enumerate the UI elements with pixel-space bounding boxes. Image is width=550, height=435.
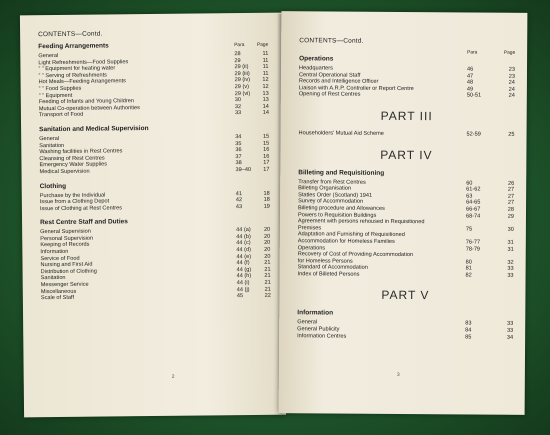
entry-page: 20 [264, 253, 271, 260]
entry-page: 32 [507, 259, 514, 266]
entry-para: 39–40 [235, 166, 252, 174]
entry-page: 16 [263, 146, 270, 153]
entry-para: 75 [465, 226, 473, 233]
entry-label: Headquarters [298, 65, 333, 72]
entry-label: General [38, 52, 59, 60]
entry-para: 63 [466, 193, 473, 200]
entry-page: 21 [264, 260, 271, 267]
entry-label: General [39, 135, 60, 143]
contents-entry [40, 203, 270, 212]
entry-page: 33 [507, 272, 514, 279]
entry-para: 83 [465, 320, 472, 327]
left-page-number: 2 [171, 373, 175, 380]
entry-para: 84 [465, 327, 472, 334]
entry-label: Nursing and First Aid [40, 261, 93, 269]
entry-page: 24 [508, 79, 515, 86]
operations-section [299, 49, 515, 99]
entry-page: 27 [507, 200, 515, 207]
entry-page: 27 [507, 193, 515, 200]
entry-page: 12 [262, 83, 269, 90]
entry-label: General Publicity [297, 326, 340, 333]
entry-label: Service of Food [40, 255, 80, 262]
entry-para: 44 (d) [236, 247, 252, 254]
section-title: Operations [299, 55, 334, 63]
entry-page: 14 [262, 110, 269, 117]
entry-page: 13 [262, 96, 269, 104]
contents-entry [40, 167, 270, 176]
left-sections [38, 41, 271, 302]
entry-label: Personal Supervision [40, 235, 94, 243]
entry-label: Miscellaneous [40, 288, 77, 295]
part5-section [297, 310, 513, 341]
entry-page: 31 [507, 246, 514, 253]
entry-para: 50-51 [466, 92, 482, 99]
part5-rows [297, 320, 513, 341]
operations-rows [299, 65, 515, 99]
contents-section [39, 124, 270, 176]
contents-section [40, 217, 271, 302]
entry-label: Billeting Organisation [298, 185, 352, 192]
entry-label: ” ” Food Supplies [38, 85, 82, 93]
entry-label: Central Operational Staff [298, 71, 361, 79]
right-contents-title: CONTENTS—Contd. [299, 37, 364, 45]
entry-label: Statles Order (Scotland) 1941 [298, 192, 373, 199]
entry-label: Liaison with A.R.P. Controller or Report Centre [298, 85, 414, 92]
entry-page: 27 [507, 186, 515, 193]
entry-label: Cleansing of Rest Centres [39, 155, 105, 162]
entry-label: Feeding of Infants and Young Children [38, 98, 135, 106]
entry-label: Premises [297, 224, 322, 232]
entry-label: Billeting procedure and Allowances [298, 205, 385, 212]
entry-page: 31 [507, 239, 514, 246]
entry-para: 36 [235, 147, 242, 154]
part3-section [299, 130, 515, 138]
entry-para: 48 [466, 79, 474, 86]
section-title: Sanitation and Medical Supervision [39, 124, 149, 134]
entry-page: 11 [262, 57, 269, 64]
entry-label: Light Refreshments—Food Supplies [38, 58, 129, 66]
entry-label: Operations [297, 244, 326, 251]
entry-label: Accommodation for Homeless Families [297, 238, 395, 245]
entry-page: 20 [263, 233, 271, 240]
entry-label: Mutual Co-operation between Authorities [38, 104, 140, 112]
right-page [279, 11, 528, 415]
entry-page: 16 [263, 153, 270, 160]
right-page-number: 3 [396, 371, 400, 378]
entry-para: 44 (c) [236, 240, 251, 247]
entry-label: Issue from a Clothing Depot [39, 198, 110, 206]
entry-label: Transfer from Rest Centres [298, 178, 366, 186]
entry-page: 15 [262, 140, 270, 147]
contents-entry [298, 271, 514, 279]
entry-page: 11 [262, 70, 269, 77]
column-header-para: Para [234, 43, 245, 49]
entry-para: 29 (vi) [234, 90, 251, 97]
entry-page: 23 [508, 73, 515, 80]
entry-page: 18 [263, 190, 270, 197]
entry-para: 34 [235, 134, 242, 141]
entry-page: 17 [263, 160, 270, 167]
column-header: Para Page [467, 50, 516, 56]
part-heading: PART III [380, 108, 433, 124]
entry-para: 82 [465, 272, 472, 279]
entry-label: for Homeless Persons [297, 257, 353, 265]
part-heading: PART IV [380, 147, 433, 162]
entry-para: 30 [234, 97, 242, 104]
entry-label: Powers to Requisition Buildings [297, 211, 377, 219]
entry-page: 18 [263, 196, 270, 203]
entry-page: 23 [508, 66, 516, 73]
entry-para: 49 [466, 86, 474, 93]
entry-page: 22 [264, 292, 271, 300]
part4-section [298, 169, 515, 279]
entry-label: Emergency Water Supplies [39, 161, 108, 169]
entry-para: 85 [465, 334, 472, 341]
entry-label: Information [40, 248, 69, 256]
contents-entry [39, 110, 269, 119]
entry-page: 24 [508, 86, 515, 93]
entry-page: 20 [264, 246, 271, 253]
entry-page: 15 [262, 133, 270, 140]
entry-label: Washing facilities in Rest Centres [39, 148, 123, 156]
entry-label: Standard of Accommodation [297, 264, 368, 272]
entry-para: 29 (ii) [234, 64, 249, 71]
entry-page: 19 [263, 203, 270, 210]
part3-rows [299, 130, 515, 138]
entry-label: Survey of Accommodation [298, 198, 364, 206]
part-heading: PART V [381, 288, 430, 303]
entry-page: 21 [264, 279, 271, 286]
contents-entry [297, 333, 513, 341]
section-title: Clothing [39, 182, 67, 190]
entry-page: 14 [262, 103, 269, 110]
entry-page: 26 [507, 180, 515, 187]
part4-rows [298, 179, 515, 279]
section-title: Feeding Arrangements [38, 42, 109, 51]
entry-label: General Supervision [40, 228, 91, 236]
entry-para: 37 [235, 153, 242, 160]
entry-label: ” ” Equipment for heating water [38, 65, 116, 73]
entry-para: 44 (h) [236, 273, 252, 280]
section-title: Rest Centre Staff and Duties [40, 218, 128, 227]
entry-label: Adaptation and Furnishing of Requisitioned [297, 231, 405, 239]
section-title: Billeting and Requisitioning [298, 168, 385, 177]
entry-label: Distribution of Clothing [40, 268, 97, 276]
entry-para: 44 (j) [236, 286, 250, 293]
entry-page: 33 [507, 266, 514, 273]
entry-para: 46 [466, 66, 474, 73]
entry-page: 33 [506, 327, 514, 334]
entry-para: 60 [466, 180, 473, 187]
entry-label: Opening of Rest Centres [298, 91, 361, 99]
entry-label: Issue of Clothing at Rest Centres [39, 205, 123, 212]
contents-entry [41, 293, 271, 302]
entry-para: 68-74 [465, 212, 481, 220]
entry-label: Sanitation [40, 275, 66, 282]
entry-label: ” ” Serving of Refreshments [38, 72, 107, 79]
entry-para: 33 [234, 110, 242, 117]
entry-page: 11 [262, 50, 269, 57]
entry-label: Householders' Mutual Aid Scheme [298, 130, 384, 137]
entry-para: 44 (a) [236, 227, 251, 234]
entry-para: 78-79 [465, 245, 481, 253]
entry-label: Hot Meals—Feeding Arrangements [38, 78, 127, 86]
entry-page: 25 [508, 131, 515, 138]
entry-para: 35 [235, 140, 242, 147]
entry-page: 29 [507, 213, 515, 220]
entry-page: 28 [507, 206, 515, 213]
entry-para: 44 (i) [236, 280, 250, 287]
entry-label: Purchase by the Individual [39, 191, 106, 199]
entry-label: Keeping of Records [40, 242, 90, 249]
entry-label: Agreement with persons rehoused in Requisitioned [297, 218, 425, 226]
entry-label: Recovery of Cost of Providing Accommodation [297, 251, 414, 259]
entry-para: 29 (iii) [234, 70, 250, 77]
entry-para: 38 [235, 160, 242, 167]
entry-label: ” ” Equipment [38, 92, 73, 99]
entry-page: 21 [264, 273, 271, 280]
contents-section [40, 180, 270, 212]
entry-label: Information Centres [297, 332, 347, 340]
entry-page: 34 [506, 334, 514, 341]
section-title: Information [297, 309, 334, 317]
entry-page: 21 [264, 266, 271, 273]
entry-page: 13 [262, 90, 269, 97]
left-contents-title: CONTENTS—Contd. [38, 30, 103, 39]
left-page [20, 13, 286, 418]
entry-para: 43 [235, 203, 243, 210]
entry-label: Messenger Service [40, 281, 89, 289]
entry-para: 52-59 [466, 131, 481, 138]
entry-para: 66-67 [466, 206, 481, 213]
entry-para: 81 [465, 265, 472, 272]
entry-label: Records and Intelligence Officer [298, 78, 379, 86]
entry-label: Scale of Staff [40, 295, 75, 302]
entry-page: 21 [264, 286, 271, 293]
entry-para: 44 (g) [236, 266, 252, 273]
entry-label: Sanitation [39, 142, 65, 149]
entry-page: 24 [508, 93, 515, 100]
entry-para: 61-62 [466, 186, 481, 193]
entry-para: 64-65 [466, 199, 481, 206]
column-header-page: Page [257, 42, 269, 48]
entry-label: General [297, 319, 318, 326]
entry-page: 11 [262, 63, 269, 71]
entry-para: 44 (f) [236, 260, 250, 267]
entry-page: 20 [264, 240, 271, 247]
contents-section [38, 41, 269, 119]
entry-para: 42 [235, 197, 243, 204]
entry-para: 32 [234, 103, 242, 110]
entry-para: 44 (e) [236, 253, 252, 260]
entry-para: 28 [234, 51, 241, 58]
entry-page: 33 [506, 321, 514, 328]
entry-para: 29 [234, 57, 241, 64]
entry-para: 29 (v) [234, 83, 250, 91]
entry-page: 12 [262, 77, 269, 84]
entry-para: 44 (b) [236, 233, 251, 241]
entry-page: 20 [263, 227, 271, 234]
entry-para: 45 [236, 293, 244, 300]
entry-para: 41 [235, 190, 243, 197]
entry-para: 76-77 [465, 239, 481, 246]
entry-para: 47 [466, 73, 474, 80]
entry-label: Transport of Food [38, 112, 84, 119]
entry-label: Medical Supervision [39, 168, 90, 176]
entry-para: 29 (iv) [234, 77, 251, 84]
entry-page: 17 [263, 166, 270, 173]
contents-entry [299, 130, 515, 138]
contents-entry [299, 92, 515, 100]
entry-label: Index of Billeted Persons [297, 271, 360, 278]
entry-page: 30 [507, 226, 514, 233]
entry-para: 80 [465, 259, 472, 266]
